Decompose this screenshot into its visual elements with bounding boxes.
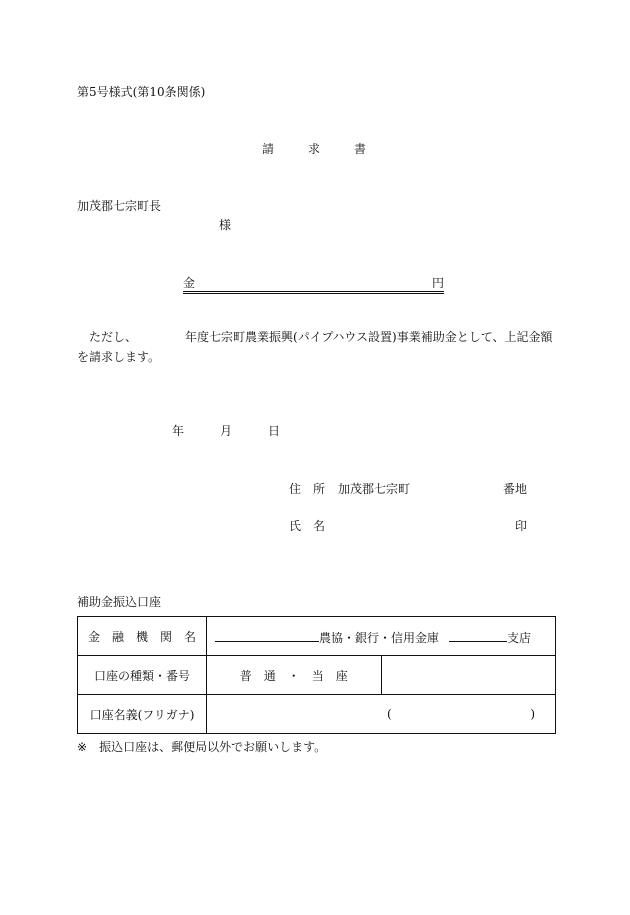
name-label: 氏 名: [289, 519, 326, 533]
body-line-1: [89, 331, 552, 343]
amount-suffix: 円: [431, 276, 444, 290]
date-year: 年: [172, 424, 185, 438]
body-line-2: を請求します。: [77, 350, 161, 364]
note-text: 振込口座は、郵便局以外でお願いします。: [99, 740, 327, 754]
seal-mark: 印: [515, 519, 528, 533]
account-number-cell[interactable]: [381, 656, 556, 695]
recipient: 加茂郡七宗町長: [77, 199, 162, 213]
date-day: 日: [268, 424, 281, 438]
institution-types: 農協・銀行・信用金庫: [319, 631, 440, 645]
title-char-2: 求: [308, 142, 321, 156]
body-line-1-rest: 年度七宗町農業振興(パイプハウス設置)事業補助金として、上記金額: [185, 330, 553, 344]
date-line: [172, 425, 316, 437]
address-label: 住 所: [289, 482, 326, 496]
title-char-3: 書: [354, 142, 367, 156]
footnote: [77, 741, 326, 753]
holder-label: 口座名義(フリガナ): [78, 695, 207, 734]
branch-name-blank: [449, 641, 507, 642]
account-type-label: 口座の種類・番号: [78, 656, 207, 695]
institution-name-blank: [215, 641, 319, 642]
form-number: 第5号様式(第10条関係): [77, 85, 206, 99]
date-month: 月: [220, 424, 233, 438]
body-line-1-start: ただし、: [89, 330, 138, 344]
account-table: [77, 616, 556, 734]
holder-paren-open: (: [387, 707, 392, 721]
note-mark: ※: [77, 740, 88, 754]
account-type-options[interactable]: 普 通 ・ 当 座: [207, 656, 382, 695]
holder-cell[interactable]: [207, 695, 556, 734]
address-value: 加茂郡七宗町: [338, 482, 411, 496]
title-char-1: 請: [262, 142, 275, 156]
table-row-holder: [78, 695, 556, 734]
honorific: 様: [219, 218, 232, 232]
institution-cell[interactable]: [207, 617, 556, 656]
amount-underline: [183, 291, 444, 292]
account-section-title: 補助金振込口座: [77, 595, 162, 609]
amount-underline-double: [183, 293, 444, 294]
institution-label: 金 融 機 関 名: [78, 617, 207, 656]
branch-suffix: 支店: [507, 631, 532, 645]
amount-prefix: 金: [183, 276, 196, 290]
table-row-institution: [78, 617, 556, 656]
holder-paren-close: ): [530, 707, 535, 721]
address-suffix: 番地: [503, 482, 528, 496]
table-row-account-type: [78, 656, 556, 695]
document-title: [262, 143, 400, 155]
